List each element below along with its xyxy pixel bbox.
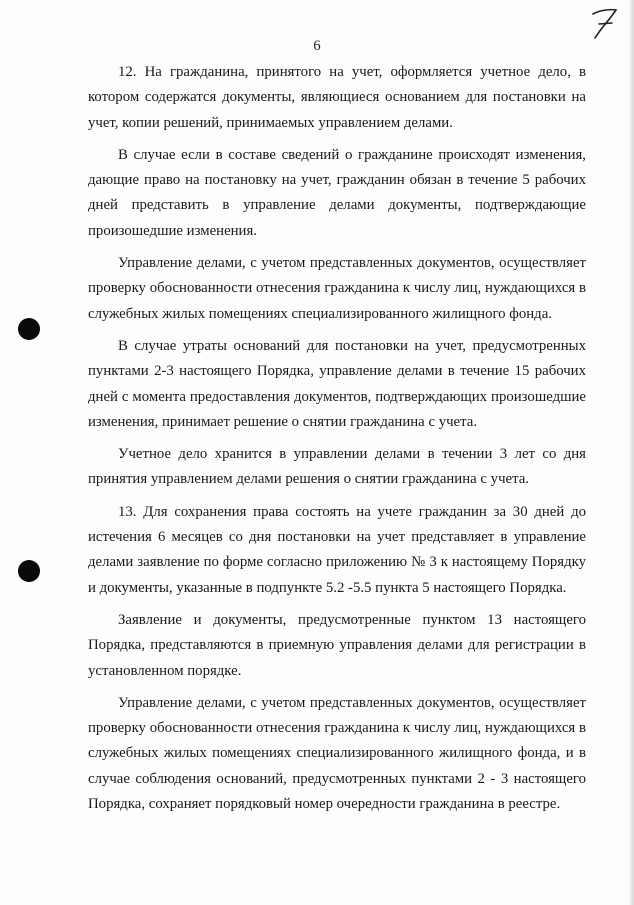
handwritten-page-number-mark bbox=[590, 4, 620, 40]
paragraph: 13. Для сохранения права состоять на учете гражданин за 30 дней до истечения 6 месяцев со дня постановки на учет представляет в управление делами заявление по форме согласно приложению № 3 к настоящему Порядку и документы, указанные в подпункте 5.2 -5.5 пункта 5 настоящего Порядка. bbox=[88, 503, 586, 596]
punch-hole-icon bbox=[18, 318, 40, 340]
paragraph: Управление делами, с учетом представленных документов, осуществляет проверку обоснованности отнесения гражданина к числу лиц, нуждающихся в служебных жилых помещениях специализированного жилищного фонда. bbox=[88, 255, 586, 322]
paragraph: 12. На гражданина, принятого на учет, оформляется учетное дело, в котором содержатся документы, являющиеся основанием для постановки на учет, копии решений, принимаемых управлением делами. bbox=[88, 64, 586, 131]
paragraph: Учетное дело хранится в управлении делами в течении 3 лет со дня принятия управлением делами решения о снятии гражданина с учета. bbox=[88, 446, 586, 488]
paragraph: Управление делами, с учетом представленных документов, осуществляет проверку обоснованности отнесения гражданина к числу лиц, нуждающихся в служебных жилых помещениях специализированного жилищного фонда, и в случае соблюдения оснований, предусмотренных пунктами 2 - 3 настоящего Порядка, сохраняет порядковый номер очередности гражданина в реестре. bbox=[88, 694, 586, 813]
paragraph: В случае если в составе сведений о гражданине происходят изменения, дающие право на постановку на учет, гражданин обязан в течение 5 рабочих дней представить в управление делами документы, подтверждающие произошедшие изменения. bbox=[88, 146, 586, 239]
punch-hole-icon bbox=[18, 560, 40, 582]
paragraph: Заявление и документы, предусмотренные пунктом 13 настоящего Порядка, представляются в приемную управления делами для регистрации в установленном порядке. bbox=[88, 611, 586, 679]
document-body bbox=[88, 60, 586, 824]
scan-edge-shadow bbox=[628, 0, 634, 905]
page-number: 6 bbox=[313, 38, 321, 54]
paragraph: В случае утраты оснований для постановки на учет, предусмотренных пунктами 2-3 настоящего Порядка, управление делами в течение 15 рабочих дней с момента предоставления документов, подтверждающих произошедшие изменения, принимает решение о снятии гражданина с учета. bbox=[88, 337, 586, 430]
